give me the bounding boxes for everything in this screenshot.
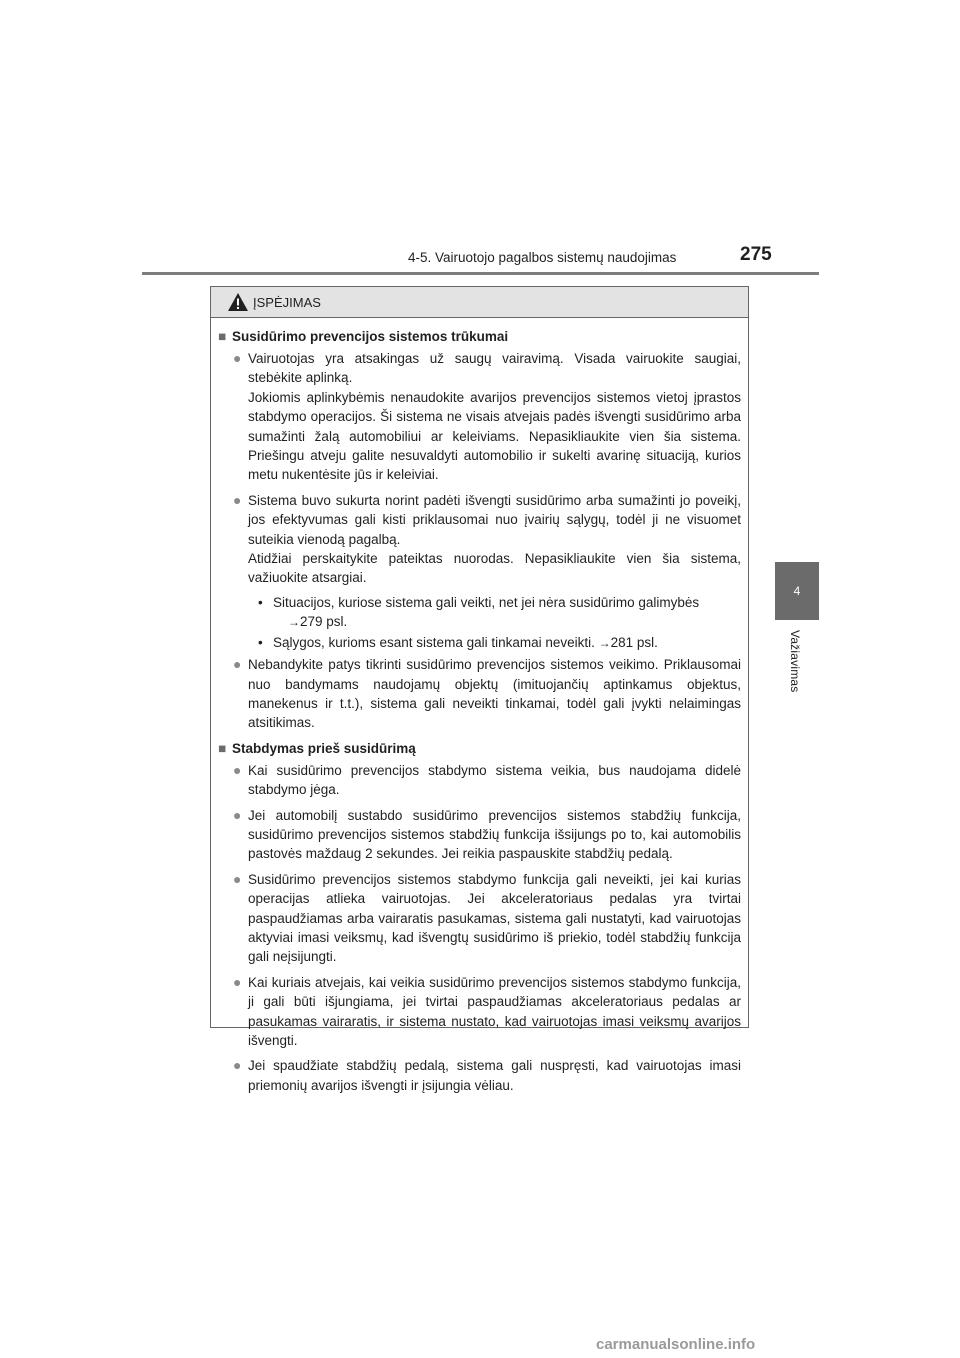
arrow-icon: → [598,635,611,650]
sub-list-item-text: Sąlygos, kurioms esant sistema gali tinkamai neveikti. [273,634,599,650]
paragraph: Jokiomis aplinkybėmis nenaudokite avarijos prevencijos sistemos vietoj įprastos stabdymo operacijos. Ši sistema ne visais atvejais padės išvengti susidūrimo arba sumažinti žalą automobiliui ar keleiviams. Nepasikliaukite vien šia sistema. Priešingu atveju galite nesuvaldyti automobilio ir sukelti avarinę situaciją, kurios metu nukentėsite jūs ir keleiviai. [248,389,741,483]
bullet-item [233,761,741,800]
bullet-item [233,1056,741,1095]
bullet-item [233,655,741,733]
square-bullet-icon: ■ [218,329,227,344]
chapter-label: Važiavimas [788,630,802,693]
paragraph: Susidūrimo prevencijos sistemos stabdymo funkcija gali neveikti, jei kai kurias operacijas atlieka vairuotojas. Jei akceleratoriaus pedalas yra tvirtai paspaudžiamas arba vairaratis pasukamas, sistema gali nustatyti, kad vairuotojas aktyviai imasi veiksmų, kad išvengtų susidūrimo iš priekio, todėl stabdžių funkcija gali neįsijungti. [248,871,741,965]
round-bullet-icon: ● [233,806,242,823]
round-bullet-icon: ● [233,870,242,887]
section-title-text: Stabdymas prieš susidūrimą [232,740,416,756]
sub-list-item [258,633,741,653]
warning-triangle-icon [227,292,249,312]
bullet-item-body [248,806,741,864]
round-bullet-icon: ● [233,761,242,778]
running-header-title: 4-5. Vairuotojo pagalbos sistemų naudojimas [408,250,677,265]
bullet-item [233,491,741,588]
arrow-icon: → [288,615,300,630]
bullet-item [233,806,741,864]
header-rule [142,272,819,275]
bullet-item [233,973,741,1051]
sub-list-item-text: Situacijos, kuriose sistema gali veikti, net jei nėra susidūrimo galimybės [273,594,700,610]
bullet-item [233,870,741,967]
page-number: 275 [740,244,772,265]
paragraph: Jei automobilį sustabdo susidūrimo prevencijos sistemos stabdžių funkcija, susidūrimo prevencijos sistemos stabdžių funkcija išsijungs po to, kai automobilis pastovės maždaug 2 sekundes. Jei reikia paspauskite stabdžių pedalą. [248,807,741,862]
sub-list-item-body [273,633,658,653]
bullet-item [233,349,741,485]
sub-list-item [258,593,741,633]
page-reference [599,635,658,650]
square-bullet-icon: ■ [218,740,227,756]
bullet-item-body [248,1056,741,1095]
round-bullet-icon: ● [233,491,242,508]
bullet-item-body [248,870,741,967]
page-reference-text: 279 psl. [300,614,348,630]
warning-content [211,318,748,1095]
warning-header [211,287,748,318]
chapter-tab: 4 [775,562,819,620]
sub-list-item-body [273,593,699,633]
paragraph: Nebandykite patys tikrinti susidūrimo prevencijos sistemos veikimo. Priklausomai nuo bandymams naudojamų objektų (imituojančių aptinkamus objektus, manekenus ir t.t.), sistema gali neveikti tinkamai, todėl gali įvykti nelaimingas atsitikimas. [248,657,741,731]
warning-box [210,286,749,1093]
bullet-item-body [248,491,741,588]
round-bullet-icon: ● [233,350,242,366]
paragraph: Kai susidūrimo prevencijos stabdymo sistema veikia, bus naudojama didelė stabdymo jėga. [248,762,741,798]
warning-label: ĮSPĖJIMAS [253,294,321,310]
bullet-item-body [248,761,741,800]
watermark: carmanualsonline.info [596,1336,756,1353]
page-reference [273,614,347,629]
paragraph: Jei spaudžiate stabdžių pedalą, sistema gali nuspręsti, kad vairuotojas imasi priemonių avarijos išvengti ir įsijungia vėliau. [248,1058,741,1093]
round-bullet-icon: ● [233,656,242,673]
bullet-item-body [248,349,741,485]
section-title-text: Susidūrimo prevencijos sistemos trūkumai [232,329,509,344]
paragraph: Atidžiai perskaitykite pateiktas nuorodas. Nepasikliaukite vien šia sistema, važiuokite atsargiai. [248,551,741,586]
round-bullet-icon: ● [233,973,242,990]
page-reference-text: 281 psl. [610,634,658,650]
bullet-item-body [248,973,741,1051]
small-bullet-icon: • [258,594,263,610]
small-bullet-icon: • [258,634,263,650]
paragraph: Sistema buvo sukurta norint padėti išvengti susidūrimo arba sumažinti jo poveikį, jos efektyvumas gali kisti priklausomai nuo įvairių sąlygų, todėl ji ne visuomet suteikia vienodą pagalbą. [248,492,741,547]
round-bullet-icon: ● [233,1057,242,1074]
sub-list [218,593,741,653]
section-title [218,739,741,758]
paragraph: Vairuotojas yra atsakingas už saugų vairavimą. Visada vairuokite saugiai, stebėkite aplinką. [248,351,741,386]
bullet-item-body [248,655,741,733]
paragraph: Kai kuriais atvejais, kai veikia susidūrimo prevencijos sistemos stabdymo funkcija, ji gali būti išjungiama, jei tvirtai paspaudžiamas akceleratoriaus pedalas ar pasukamas vairaratis, ir sistema nustato, kad vairuotojas imasi veiksmų avarijos išvengti. [248,974,741,1048]
section-title [218,327,741,346]
